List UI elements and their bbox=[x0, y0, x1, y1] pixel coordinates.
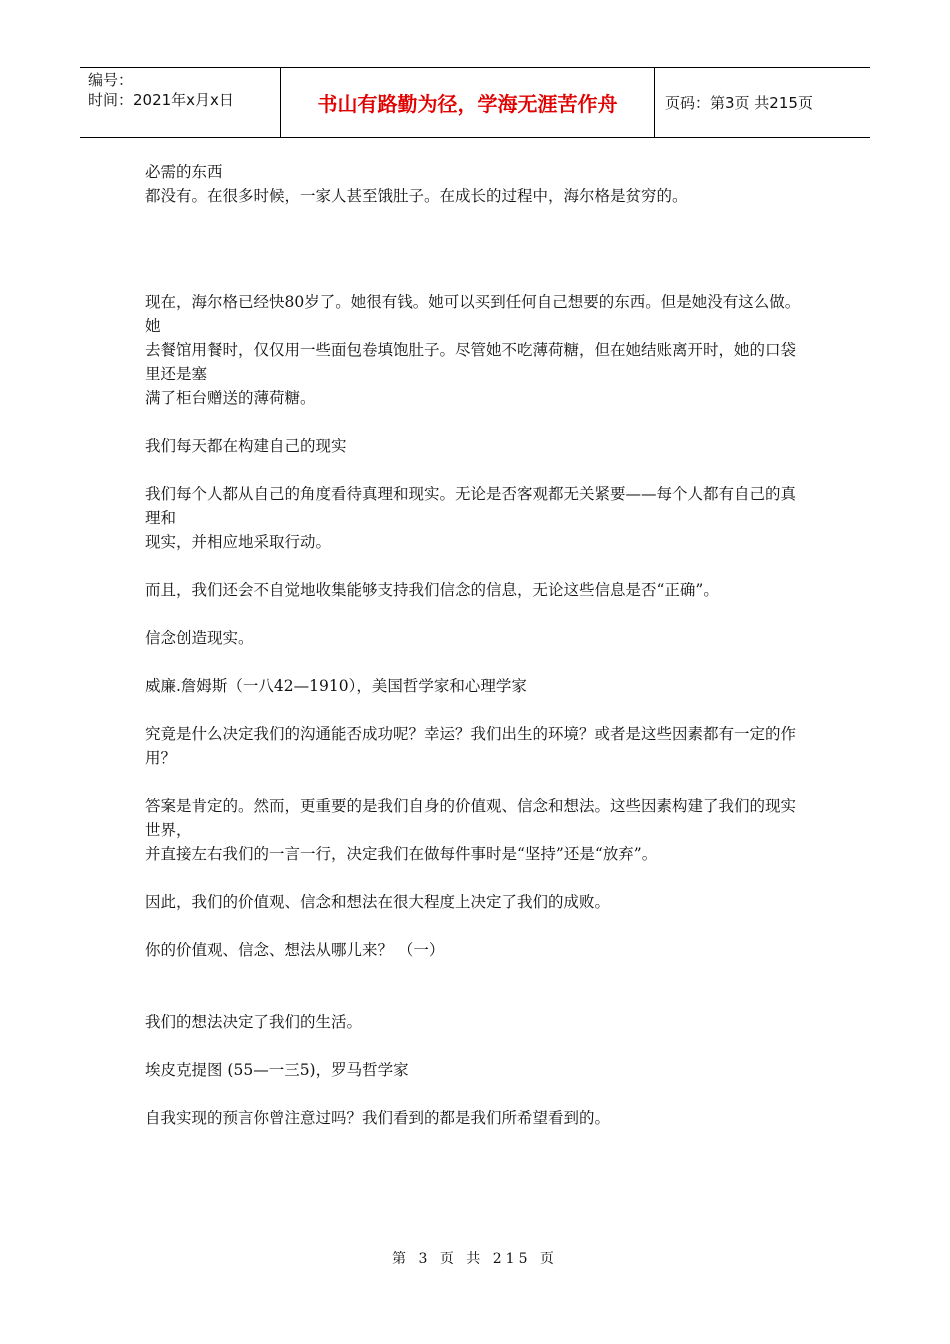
paragraph-line: 并直接左右我们的一言一行，决定我们在做每件事时是“坚持”还是“放弃”。 bbox=[145, 845, 658, 863]
doc-number-label: 编号： bbox=[88, 71, 134, 89]
paragraph-line: 究竟是什么决定我们的沟通能否成功呢？幸运？我们出生的环境？或者是这些因素都有一定的作 bbox=[145, 725, 797, 743]
header-meta bbox=[80, 68, 281, 137]
paragraph-line: 答案是肯定的。然而，更重要的是我们自身的价值观、信念和想法。这些因素构建了我们的现实世界， bbox=[145, 797, 797, 839]
paragraph-line: 必需的东西 bbox=[145, 163, 223, 181]
paragraph-line: 自我实现的预言你曾注意过吗？我们看到的都是我们所希望看到的。 bbox=[145, 1109, 611, 1127]
section-heading: 我们每天都在构建自己的现实 bbox=[145, 437, 347, 455]
document-body bbox=[145, 160, 810, 1130]
paragraph-line: 而且，我们还会不自觉地收集能够支持我们信念的信息，无论这些信息是否“正确”。 bbox=[145, 581, 719, 599]
quote-attribution: 威廉.詹姆斯（一八42—1910），美国哲学家和心理学家 bbox=[145, 677, 527, 695]
page-footer: 第 3 页 共 215 页 bbox=[392, 1251, 558, 1267]
paragraph-line: 现在，海尔格已经快80岁了。她很有钱。她可以买到任何自己想要的东西。但是她没有这么做。她 bbox=[145, 293, 801, 335]
paragraph-line: 去餐馆用餐时，仅仅用一些面包卷填饱肚子。尽管她不吃薄荷糖，但在她结账离开时，她的口袋里还是塞 bbox=[145, 341, 797, 383]
quote-attribution: 埃皮克提图 (55—一三5)，罗马哲学家 bbox=[145, 1061, 409, 1079]
paragraph-line: 满了柜台赠送的薄荷糖。 bbox=[145, 389, 316, 407]
section-heading: 你的价值观、信念、想法从哪儿来？ （一） bbox=[145, 941, 445, 959]
paragraph-line: 用？ bbox=[145, 749, 177, 767]
paragraph-line: 我们每个人都从自己的角度看待真理和现实。无论是否客观都无关紧要——每个人都有自己的真理和 bbox=[145, 485, 797, 527]
paragraph-line: 都没有。在很多时候，一家人甚至饿肚子。在成长的过程中，海尔格是贫穷的。 bbox=[145, 187, 688, 205]
doc-date: 时间：2021年x月x日 bbox=[88, 91, 234, 109]
header-page-info: 页码：第3页 共215页 bbox=[665, 94, 813, 112]
paragraph-line: 现实，并相应地采取行动。 bbox=[145, 533, 332, 551]
quote-line: 我们的想法决定了我们的生活。 bbox=[145, 1013, 363, 1031]
paragraph-line: 因此，我们的价值观、信念和想法在很大程度上决定了我们的成败。 bbox=[145, 893, 611, 911]
page-header bbox=[80, 67, 870, 138]
quote-line: 信念创造现实。 bbox=[145, 629, 254, 647]
header-motto: 书山有路勤为径，学海无涯苦作舟 bbox=[281, 68, 655, 137]
